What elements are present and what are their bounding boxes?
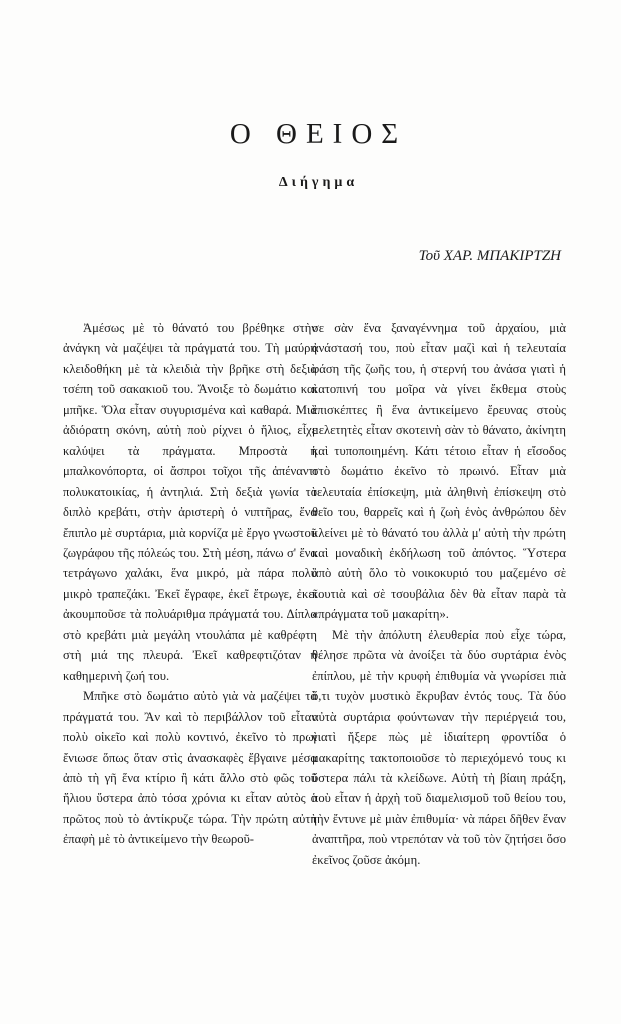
- story-title: Ο ΘΕΙΟΣ: [229, 118, 408, 150]
- paragraph: Μπῆκε στὸ δωμάτιο αὐτὸ γιὰ νὰ μαζέψει τὰ πράγματά του. Ἂν καὶ τὸ περιβάλλον τοῦ εἶταν πολὺ οἰκεῖο καὶ πολὺ κοντινό, ἐκεῖνο τὸ πρωὶ ἔνιωσε ὅπως ὅταν στὶς ἀνασκαφὲς ἔβγαινε μέσα ἀπὸ τὴ γῆ ἕνα κτίριο ἢ κάτι ἄλλο στὸ φῶς τοῦ ἥλιου ὕστερα ἀπὸ τόσα χρόνια κι εἶταν αὐτὸς ὁ πρῶτος ποὺ τὸ ἀντίκρυζε τώρα. Τὴν πρώτη αὐτὴ ἐπαφὴ μὲ τὸ ἀντικείμενο τὴν θεωροῦ-: [63, 689, 317, 847]
- text-column-left: [63, 318, 317, 850]
- text-column-right: [312, 318, 566, 870]
- paragraph: Μὲ τὴν ἀπόλυτη ἐλευθερία ποὺ εἶχε τώρα, θέλησε πρῶτα νὰ ἀνοίξει τὰ δύο συρτάρια ἑνὸς ἐπίπλου, μὲ τὴν κρυφὴ ἐπιθυμία νὰ γνωρίσει πιὰ ὅ,τι τυχὸν μυστικὸ ἔκρυβαν ἐντός τους. Τὰ δύο αὐτὰ συρτάρια φούντωναν τὴν περιέργειά του, γιατὶ ἤξερε πὼς μὲ ἰδιαίτερη φροντίδα ὁ μακαρίτης τακτοποιοῦσε τὸ περιεχόμενό τους κι ὕστερα πάλι τὰ κλείδωνε. Αὐτὴ τὴ βίαιη πράξη, ποὺ εἶταν ἡ ἀρχὴ τοῦ διαμελισμοῦ τοῦ θείου του, τὴν ἔντυνε μὲ μιὰν ἐπιθυμία· νὰ πάρει δῆθεν ἕναν ἀναπτῆρα, ποὺ ντρεπόταν νὰ τοῦ τὸν ζητήσει ὅσο ἐκεῖνος ζοῦσε ἀκόμη.: [312, 627, 566, 867]
- paragraph: Ἀμέσως μὲ τὸ θάνατό του βρέθηκε στὴν ἀνάγκη νὰ μαζέψει τὰ πράγματά του. Τὴ μαύρη κλειδοθήκη μὲ τὰ κλειδιὰ τὴν βρῆκε στὴ δεξιὰ τσέπη τοῦ σακακιοῦ του. Ἄνοιξε τὸ δωμάτιο καὶ μπῆκε. Ὅλα εἶταν συγυρισμένα καὶ καθαρά. Μιὰ ἀδιόρατη σκόνη, αὐτὴ ποὺ ρίχνει ὁ ἥλιος, εἶχε καλύψει τὰ πράγματα. Μπροστὰ ἡ μπαλκονόπορτα, οἱ ἄσπροι τοῖχοι τῆς ἀπέναντι πολυκατοικίας, ἡ ἀντηλιά. Στὴ δεξιὰ γωνία τὸ διπλὸ κρεβάτι, στὴν ἀριστερὴ ὁ νιπτῆρας, ἕνα ἔπιπλο μὲ συρτάρια, μιὰ κορνίζα μὲ ἔργο γνωστοῦ ζωγράφου τῆς πόλεώς του. Στὴ μέση, πάνω σ' ἕνα τετράγωνο χαλάκι, ἕνα μικρό, μὰ πάρα πολὺ μικρὸ τραπεζάκι. Ἐκεῖ ἔγραφε, ἐκεῖ ἔτρωγε, ἐκεῖ ἀκουμποῦσε τὰ πολυάριθμα πράγματά του. Δίπλα στὸ κρεβάτι μιὰ μεγάλη ντουλάπα μὲ καθρέφτη στὴ μιά της πλευρά. Ἐκεῖ καθρεφτιζόταν ἡ καθημερινὴ ζωή του.: [63, 321, 317, 683]
- story-author: Τοῦ ΧΑΡ. ΜΠΑΚΙΡΤΖΗ: [418, 248, 561, 264]
- paragraph: σε σὰν ἕνα ξαναγέννημα τοῦ ἀρχαίου, μιὰ ἀνάστασή του, ποὺ εἶταν μαζὶ καὶ ἡ τελευταία φάση τῆς ζωῆς του, ἡ στερνή του ἀνάσα γιατὶ ἡ κατοπινή του μοῖρα νὰ γίνει ἔκθεμα στοὺς ἐπισκέπτες ἢ ἕνα ἀντικείμενο ἔρευνας στοὺς μελετητὲς εἶταν σκοτεινὴ σὰν τὸ θάνατο, ἀκίνητη καὶ τυποποιημένη. Κάτι τέτοιο εἶταν ἡ εἴσοδος στὸ δωμάτιο ἐκεῖνο τὸ πρωινό. Εἶταν μιὰ τελευταία ἐπίσκεψη, μιὰ ἀληθινὴ ἐπίσκεψη στὸ θεῖο του, θαρρεῖς καὶ ἡ ζωὴ ἑνὸς ἀνθρώπου δὲν κλείνει μὲ τὸ θάνατό του ἀλλὰ μ' αὐτὴ τὴν πρώτη καὶ μοναδικὴ ἐκδήλωση τοῦ ἀπόντος. Ὕστερα ἀπὸ αὐτὴ ὅλο τὸ νοικοκυριό του μαζεμένο σὲ κουτιὰ καὶ σὲ τσουβάλια δὲν θὰ εἶταν παρὰ τὰ «πράγματα τοῦ μακαρίτη».: [312, 321, 566, 622]
- story-subtitle: Διήγημα: [278, 175, 359, 190]
